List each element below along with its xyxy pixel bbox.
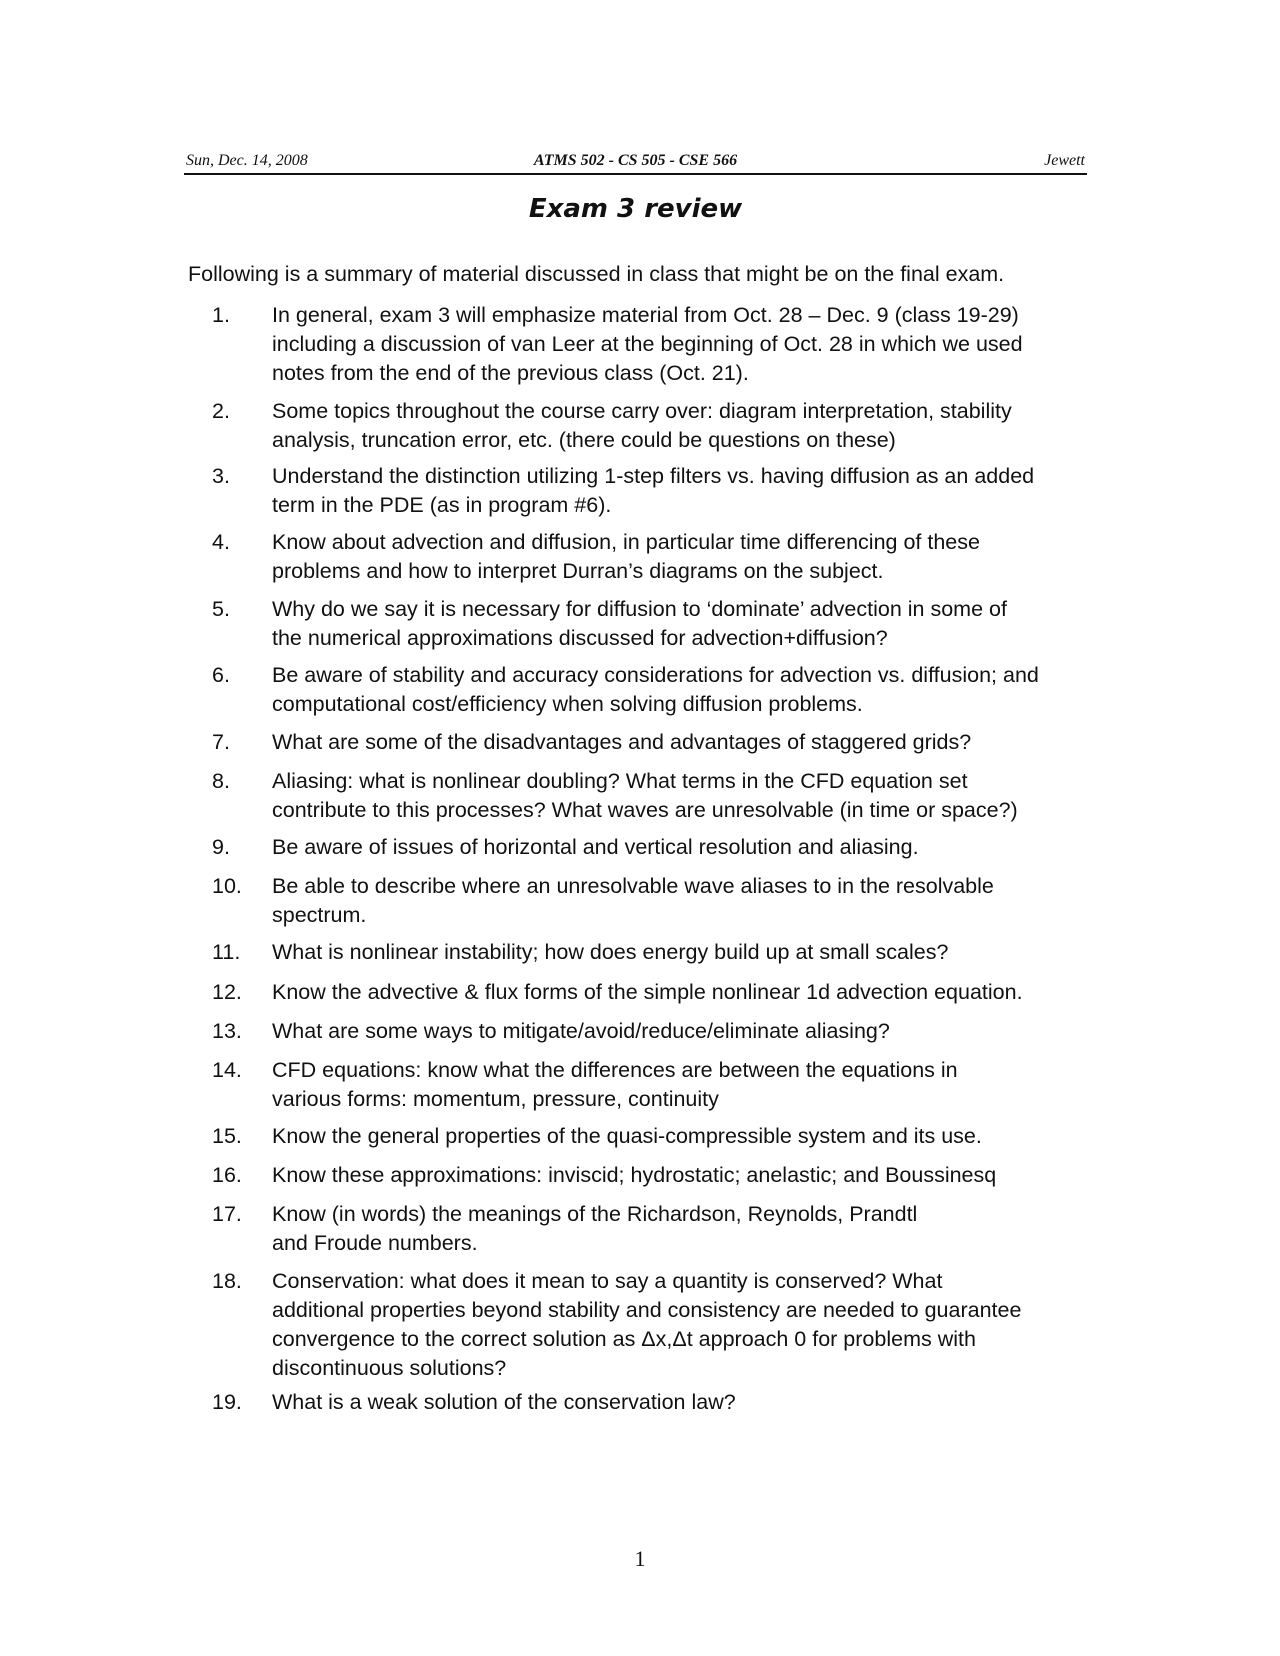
- list-item-text: [272, 1161, 1092, 1190]
- list-item-number: 17.: [212, 1202, 242, 1226]
- list-item-number: 15.: [212, 1124, 242, 1148]
- list-item-number: 11.: [212, 940, 241, 964]
- list-item-number: 18.: [212, 1269, 242, 1293]
- list-item-number: 5.: [212, 597, 230, 621]
- list-item-line: including a discussion of van Leer at the beginning of Oct. 28 in which we used: [272, 332, 1023, 356]
- intro-paragraph: Following is a summary of material discussed in class that might be on the final exam.: [188, 262, 1005, 286]
- list-item-line: problems and how to interpret Durran’s diagrams on the subject.: [272, 559, 884, 583]
- list-item-number: 12.: [212, 980, 242, 1004]
- list-item-text: [272, 1056, 1092, 1114]
- list-item-line: Be able to describe where an unresolvable wave aliases to in the resolvable: [272, 874, 994, 898]
- list-item-number: 1.: [212, 303, 230, 327]
- list-item-text: [272, 1200, 1092, 1258]
- header-date: Sun, Dec. 14, 2008: [186, 152, 308, 169]
- list-item-number: 13.: [212, 1019, 242, 1043]
- list-item-line: Know the advective & flux forms of the simple nonlinear 1d advection equation.: [272, 980, 1023, 1004]
- page-title: Exam 3 review: [528, 194, 743, 224]
- list-item-line: various forms: momentum, pressure, continuity: [272, 1087, 719, 1111]
- page-number: 1: [634, 1546, 646, 1571]
- list-item-number: 8.: [212, 769, 230, 793]
- list-item-line: analysis, truncation error, etc. (there could be questions on these): [272, 428, 896, 452]
- list-item-line: Know about advection and diffusion, in particular time differencing of these: [272, 530, 980, 554]
- list-item-line: spectrum.: [272, 903, 367, 927]
- list-item-line: Conservation: what does it mean to say a quantity is conserved? What: [272, 1269, 943, 1293]
- list-item-text: [272, 1017, 1092, 1046]
- list-item-number: 4.: [212, 530, 230, 554]
- list-item-number: 19.: [212, 1390, 242, 1414]
- list-item-line: Know (in words) the meanings of the Richardson, Reynolds, Prandtl: [272, 1202, 918, 1226]
- list-item-line: What is a weak solution of the conservation law?: [272, 1390, 736, 1414]
- list-item-text: [272, 767, 1092, 825]
- list-item-text: [272, 728, 1092, 757]
- list-item-number: 14.: [212, 1058, 242, 1082]
- list-item-text: [272, 938, 1092, 967]
- list-item-line: What are some of the disadvantages and advantages of staggered grids?: [272, 730, 972, 754]
- list-item-text: [272, 833, 1092, 862]
- list-item-line: computational cost/efficiency when solving diffusion problems.: [272, 692, 863, 716]
- list-item-line: the numerical approximations discussed for advection+diffusion?: [272, 626, 888, 650]
- list-item-number: 6.: [212, 663, 230, 687]
- list-item-line: In general, exam 3 will emphasize material from Oct. 28 – Dec. 9 (class 19-29): [272, 303, 1019, 327]
- list-item-text: [272, 528, 1092, 586]
- list-item-line: term in the PDE (as in program #6).: [272, 493, 612, 517]
- list-item-line: Why do we say it is necessary for diffusion to ‘dominate’ advection in some of: [272, 597, 1007, 621]
- list-item-line: Know these approximations: inviscid; hydrostatic; anelastic; and Boussinesq: [272, 1163, 997, 1187]
- list-item-text: [272, 1122, 1092, 1151]
- header-course: ATMS 502 - CS 505 - CSE 566: [533, 152, 738, 169]
- list-item-text: [272, 661, 1092, 719]
- list-item-line: What is nonlinear instability; how does energy build up at small scales?: [272, 940, 949, 964]
- list-item-number: 9.: [212, 835, 230, 859]
- header-author: Jewett: [1044, 152, 1085, 169]
- list-item-line: Know the general properties of the quasi-compressible system and its use.: [272, 1124, 982, 1148]
- list-item-line: and Froude numbers.: [272, 1231, 478, 1255]
- list-item-number: 16.: [212, 1163, 242, 1187]
- list-item-text: [272, 1267, 1092, 1383]
- list-item-text: [272, 872, 1092, 930]
- list-item-line: notes from the end of the previous class (Oct. 21).: [272, 361, 749, 385]
- list-item-number: 2.: [212, 399, 230, 423]
- list-item-number: 3.: [212, 464, 230, 488]
- list-item-line: Be aware of issues of horizontal and vertical resolution and aliasing.: [272, 835, 919, 859]
- list-item-line: additional properties beyond stability and consistency are needed to guarantee: [272, 1298, 1022, 1322]
- list-item-line: Aliasing: what is nonlinear doubling? What terms in the CFD equation set: [272, 769, 968, 793]
- list-item-line: Be aware of stability and accuracy considerations for advection vs. diffusion; and: [272, 663, 1039, 687]
- list-item-line: CFD equations: know what the differences are between the equations in: [272, 1058, 958, 1082]
- list-item-line: convergence to the correct solution as Δx,Δt approach 0 for problems with: [272, 1327, 976, 1351]
- list-item-number: 10.: [212, 874, 242, 898]
- list-item-line: contribute to this processes? What waves are unresolvable (in time or space?): [272, 798, 1018, 822]
- list-item-text: [272, 301, 1092, 388]
- list-item-line: Understand the distinction utilizing 1-step filters vs. having diffusion as an added: [272, 464, 1035, 488]
- list-item-number: 7.: [212, 730, 230, 754]
- list-item-line: discontinuous solutions?: [272, 1356, 507, 1380]
- list-item-text: [272, 397, 1092, 455]
- list-item-text: [272, 1388, 1092, 1417]
- list-item-line: Some topics throughout the course carry over: diagram interpretation, stability: [272, 399, 1012, 423]
- page-header: [184, 151, 1087, 175]
- list-item-text: [272, 595, 1092, 653]
- list-item-text: [272, 462, 1092, 520]
- list-item-line: What are some ways to mitigate/avoid/reduce/eliminate aliasing?: [272, 1019, 890, 1043]
- list-item-text: [272, 978, 1092, 1007]
